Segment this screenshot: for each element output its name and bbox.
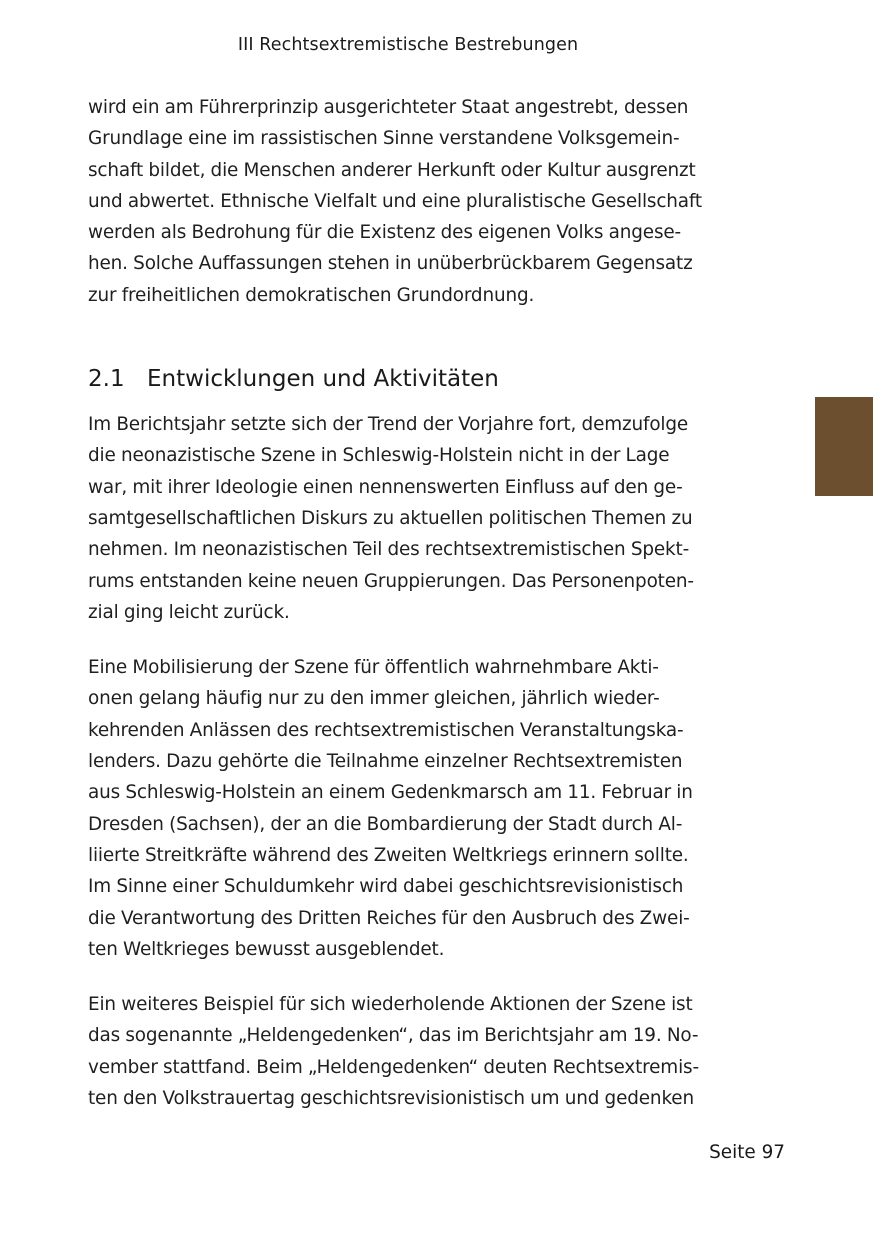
chapter-thumb-tab (815, 397, 873, 496)
body-paragraph (88, 409, 748, 628)
text-line: liierte Streitkräfte während des Zweiten Weltkriegs erinnern sollte. (88, 844, 689, 866)
text-line: war, mit ihrer Ideologie einen nennenswerten Einfluss auf den ge- (88, 476, 683, 498)
text-line: schaft bildet, die Menschen anderer Herkunft oder Kultur ausgrenzt (88, 159, 696, 181)
paragraph-gap (88, 628, 748, 652)
text-line: onen gelang häufig nur zu den immer gleichen, jährlich wieder- (88, 688, 660, 710)
intro-paragraph (88, 92, 748, 311)
text-line: hen. Solche Auffassungen stehen in unüberbrückbarem Gegensatz (88, 253, 693, 275)
text-line: zur freiheitlichen demokratischen Grundordnung. (88, 284, 535, 306)
text-line: samtgesellschaftlichen Diskurs zu aktuellen politischen Themen zu (88, 507, 693, 529)
paragraph-gap (88, 965, 748, 989)
text-line: vember stattfand. Beim „Heldengedenken“ deuten Rechtsextremis- (88, 1056, 699, 1078)
section-title: Entwicklungen und Aktivitäten (147, 366, 499, 393)
page-number: Seite 97 (709, 1142, 785, 1163)
text-line: Ein weiteres Beispiel für sich wiederholende Aktionen der Szene ist (88, 994, 693, 1016)
text-line: Im Sinne einer Schuldumkehr wird dabei geschichtsrevisionistisch (88, 876, 684, 898)
text-line: Im Berichtsjahr setzte sich der Trend der Vorjahre fort, demzufolge (88, 414, 689, 436)
text-line: Grundlage eine im rassistischen Sinne verstandene Volksgemein- (88, 128, 680, 150)
section-number: 2.1 (88, 366, 125, 393)
text-line: die neonazistische Szene in Schleswig-Holstein nicht in der Lage (88, 445, 670, 467)
text-line: das sogenannte „Heldengedenken“, das im Berichtsjahr am 19. No- (88, 1025, 699, 1047)
running-header: III Rechtsextremistische Bestrebungen (237, 35, 579, 55)
text-line: ten Weltkrieges bewusst ausgeblendet. (88, 938, 445, 960)
text-line: kehrenden Anlässen des rechtsextremistischen Veranstaltungska- (88, 719, 684, 741)
text-line: nehmen. Im neonazistischen Teil des rechtsextremistischen Spekt- (88, 539, 690, 561)
text-line: ten den Volkstrauertag geschichtsrevisionistisch um und gedenken (88, 1088, 694, 1110)
body-paragraph (88, 652, 748, 965)
text-line: lenders. Dazu gehörte die Teilnahme einzelner Rechtsextremisten (88, 751, 683, 773)
page-content (88, 92, 748, 1114)
text-line: zial ging leicht zurück. (88, 601, 290, 623)
text-line: rums entstanden keine neuen Gruppierungen. Das Personenpoten- (88, 570, 694, 592)
text-line: aus Schleswig-Holstein an einem Gedenkmarsch am 11. Februar in (88, 782, 693, 804)
text-line: Eine Mobilisierung der Szene für öffentlich wahrnehmbare Akti- (88, 657, 659, 679)
text-line: Dresden (Sachsen), der an die Bombardierung der Stadt durch Al- (88, 813, 683, 835)
text-line: die Verantwortung des Dritten Reiches für den Ausbruch des Zwei- (88, 907, 690, 929)
section-heading (88, 363, 748, 395)
body-paragraph (88, 989, 748, 1114)
text-line: werden als Bedrohung für die Existenz des eigenen Volks angese- (88, 222, 682, 244)
text-line: wird ein am Führerprinzip ausgerichteter Staat angestrebt, dessen (88, 97, 689, 118)
text-line: und abwertet. Ethnische Vielfalt und eine pluralistische Gesellschaft (88, 190, 702, 212)
